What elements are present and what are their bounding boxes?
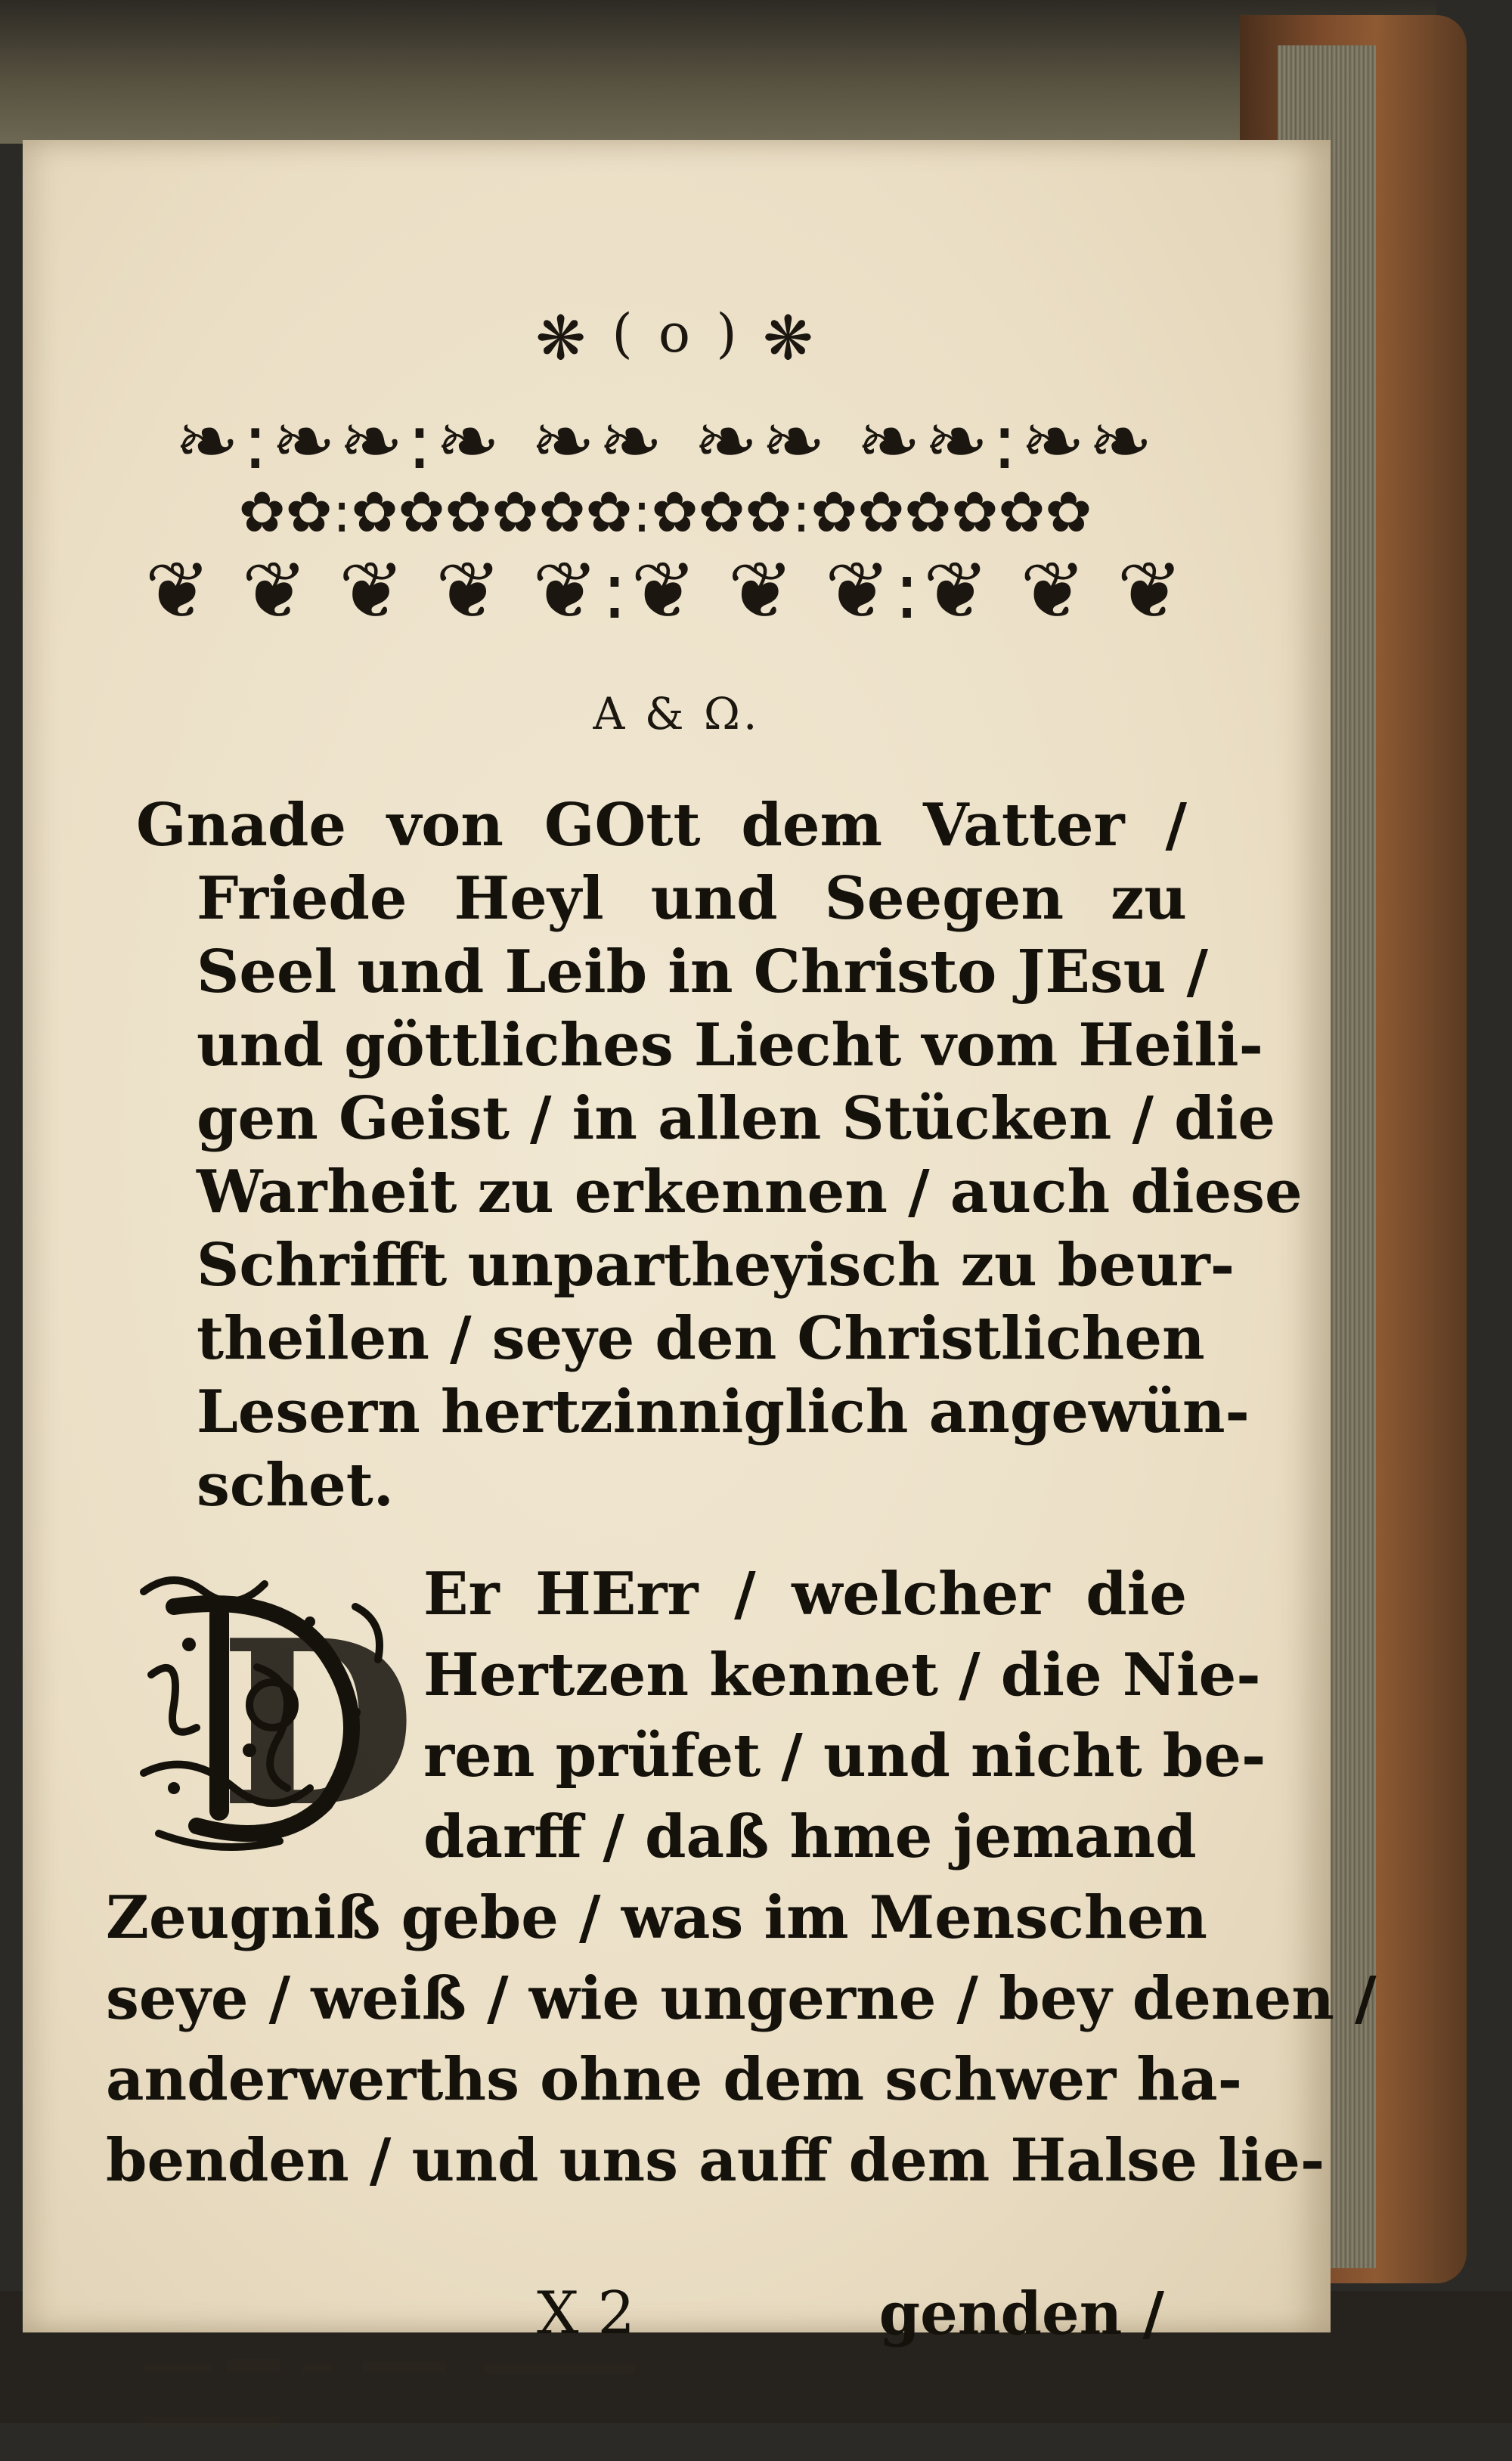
body-line: benden / und uns auff dem Halse lie- xyxy=(106,2126,1325,2195)
ornament-border-fleurons: ❦ ❦ ❦ ❦ ❦:❦ ❦ ❦:❦ ❦ ❦ xyxy=(144,544,1186,637)
greeting-line: schet. xyxy=(197,1451,394,1520)
body-line: Zeugniß gebe / was im Menschen xyxy=(106,1883,1207,1952)
greeting-line: Schrifft unpartheyisch zu beur- xyxy=(197,1231,1235,1300)
body-line: seye / weiß / wie ungerne / bey denen / xyxy=(106,1964,1377,2033)
bleed-through-ink xyxy=(136,2348,665,2461)
page-number xyxy=(23,302,1331,373)
greeting-paragraph xyxy=(136,789,1303,1522)
greeting-line: Seel und Leib in Christo JEsu / xyxy=(197,938,1209,1006)
rosette-icon: ❋ xyxy=(535,302,591,373)
signature-mark: X 2 xyxy=(537,2280,635,2348)
body-paragraph xyxy=(106,1554,1377,2201)
body-line: anderwerths ohne dem schwer ha- xyxy=(106,2045,1243,2114)
ornament-border-flowers: ✿✿:✿✿✿✿✿✿:✿✿✿:✿✿✿✿✿✿ xyxy=(238,480,1092,545)
alpha-omega-heading: A & Ω. xyxy=(593,688,761,739)
book-page xyxy=(23,140,1377,2348)
rosette-icon: ❋ xyxy=(762,302,818,373)
ornament-border-leaves: ❧:❧❧:❧ ❧❧ ❧❧ ❧❧:❧❧ xyxy=(175,397,1156,487)
greeting-line: Friede Heyl und Seegen zu xyxy=(197,864,1187,933)
body-line: Er HErr / welcher die xyxy=(423,1560,1187,1629)
greeting-line: Gnade von GOtt dem Vatter / xyxy=(136,791,1187,860)
body-line: Hertzen kennet / die Nie- xyxy=(423,1641,1261,1709)
greeting-line: Lesern hertzinniglich angewün- xyxy=(197,1378,1250,1446)
book-top-edge xyxy=(0,0,1436,144)
drop-cap-letter: D xyxy=(219,1590,417,1857)
greeting-line: Warheit zu erkennen / auch diese xyxy=(197,1158,1303,1226)
page-number-text: ( o ) xyxy=(612,302,742,364)
catchword: genden / xyxy=(878,2280,1164,2348)
greeting-line: gen Geist / in allen Stücken / die xyxy=(197,1084,1275,1153)
greeting-line: theilen / seye den Christlichen xyxy=(197,1304,1205,1373)
body-line: darff / daß hme jemand xyxy=(423,1802,1197,1871)
body-line: ren prüfet / und nicht be- xyxy=(423,1722,1266,1790)
greeting-line: und göttliches Liecht vom Heili- xyxy=(197,1011,1264,1080)
